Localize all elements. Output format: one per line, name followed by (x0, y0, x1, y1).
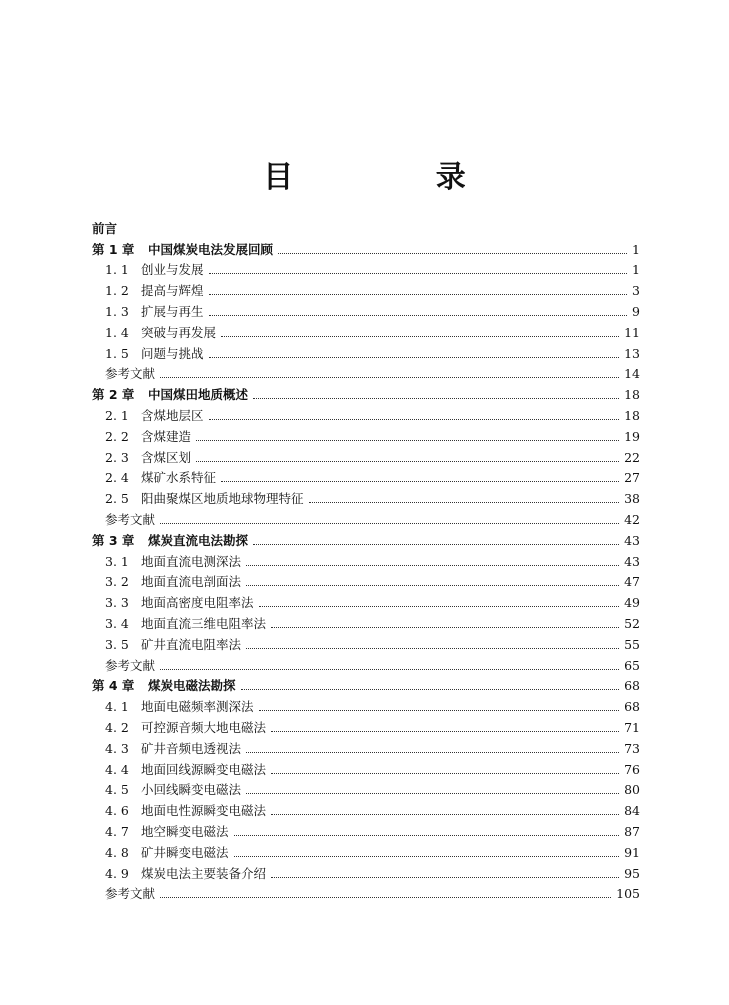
toc-page-number: 47 (624, 574, 640, 590)
toc-section-row[interactable] (92, 590, 640, 611)
toc-section-row[interactable] (92, 299, 640, 320)
toc-entry-number: 第 1 章 (92, 241, 135, 257)
toc-entry-number: 1. 1 (105, 262, 129, 278)
table-of-contents (92, 216, 640, 902)
toc-chapter-row[interactable] (92, 674, 640, 695)
toc-entry-heading (105, 720, 266, 736)
toc-entry-number: 2. 5 (105, 491, 129, 507)
toc-entry-heading (105, 762, 266, 778)
toc-page-number: 71 (624, 719, 640, 735)
dot-leader (246, 565, 619, 566)
toc-entry-number: 2. 1 (105, 407, 129, 423)
dot-leader (271, 877, 619, 878)
toc-section-row[interactable] (92, 819, 640, 840)
toc-entry-title: 矿井瞬变电磁法 (141, 844, 229, 860)
toc-entry-title: 创业与发展 (141, 262, 204, 278)
dot-leader (271, 814, 619, 815)
toc-entry-title: 中国煤田地质概述 (148, 387, 249, 403)
toc-entry-number: 1. 2 (105, 283, 129, 299)
toc-entry-title: 含煤地层区 (141, 407, 204, 423)
toc-entry-number: 4. 8 (105, 844, 129, 860)
toc-entry-number: 4. 2 (105, 719, 129, 735)
toc-entry-title: 可控源音频大地电磁法 (141, 719, 267, 735)
toc-entry-number: 3. 5 (105, 636, 129, 652)
toc-entry-title: 矿井音频电透视法 (141, 740, 242, 756)
toc-page-number: 49 (624, 595, 640, 611)
toc-entry-number: 1. 4 (105, 324, 129, 340)
toc-entry-heading (105, 595, 254, 611)
toc-entry-number: 4. 4 (105, 761, 129, 777)
toc-page-number: 68 (624, 678, 640, 694)
toc-page-number: 65 (624, 657, 640, 673)
toc-entry-heading (92, 533, 248, 549)
toc-page-number: 68 (624, 699, 640, 715)
toc-entry-title: 矿井直流电阻率法 (141, 636, 242, 652)
toc-entry-number: 3. 4 (105, 615, 129, 631)
toc-section-row[interactable] (92, 757, 640, 778)
dot-leader (271, 731, 619, 732)
toc-entry-heading (105, 845, 229, 861)
toc-section-row[interactable] (92, 694, 640, 715)
toc-chapter-row[interactable] (92, 382, 640, 403)
toc-entry-number: 3. 1 (105, 553, 129, 569)
toc-section-row[interactable] (92, 320, 640, 341)
toc-entry-title: 煤炭直流电法勘探 (148, 532, 249, 548)
toc-entry-number: 4. 7 (105, 823, 129, 839)
toc-entry-title: 提高与辉煌 (141, 283, 204, 299)
toc-section-row[interactable] (92, 840, 640, 861)
toc-ref-row[interactable] (92, 507, 640, 528)
dot-leader (259, 606, 620, 607)
toc-entry-number: 2. 3 (105, 449, 129, 465)
toc-page-number: 14 (624, 366, 640, 382)
toc-entry-number: 1. 3 (105, 303, 129, 319)
toc-entry-title: 中国煤炭电法发展回顾 (148, 241, 274, 257)
toc-entries (92, 237, 640, 903)
toc-section-row[interactable] (92, 445, 640, 466)
dot-leader (246, 793, 619, 794)
toc-entry-heading (105, 741, 241, 757)
toc-entry-number: 2. 4 (105, 470, 129, 486)
toc-entry-title: 含煤区划 (141, 449, 192, 465)
toc-entry-title: 地面电性源瞬变电磁法 (141, 803, 267, 819)
toc-entry-heading (92, 678, 236, 694)
toc-entry-title: 地面高密度电阻率法 (141, 595, 254, 611)
toc-section-row[interactable] (92, 861, 640, 882)
toc-preface-title: 前言 (92, 220, 118, 236)
toc-entry-heading (105, 283, 204, 299)
toc-entry-title: 扩展与再生 (141, 303, 204, 319)
toc-entry-title: 地面直流三维电阻率法 (141, 615, 267, 631)
toc-entry-title: 地面直流电剖面法 (141, 574, 242, 590)
toc-entry-heading (105, 699, 254, 715)
page-title: 目 录 (263, 160, 532, 195)
dot-leader (196, 461, 619, 462)
dot-leader (259, 710, 620, 711)
toc-entry-title: 煤炭电磁法勘探 (148, 678, 236, 694)
toc-entry-heading (105, 866, 266, 882)
toc-page-number: 19 (624, 428, 640, 444)
dot-leader (234, 835, 620, 836)
toc-entry-heading (105, 803, 266, 819)
dot-leader (246, 752, 619, 753)
toc-entry-title: 参考文献 (105, 657, 156, 673)
dot-leader (209, 294, 628, 295)
toc-entry-heading (105, 637, 241, 653)
toc-entry-heading (105, 886, 155, 902)
toc-entry-number: 4. 3 (105, 740, 129, 756)
dot-leader (246, 585, 619, 586)
toc-section-row[interactable] (92, 466, 640, 487)
toc-entry-number: 第 3 章 (92, 532, 135, 548)
toc-page-number: 38 (624, 491, 640, 507)
toc-ref-row[interactable] (92, 362, 640, 383)
toc-page-number: 80 (624, 782, 640, 798)
dot-leader (221, 481, 619, 482)
toc-entry-heading (105, 574, 241, 590)
toc-section-row[interactable] (92, 403, 640, 424)
toc-entry-heading (105, 450, 191, 466)
toc-page-number: 3 (632, 283, 640, 299)
dot-leader (160, 669, 619, 670)
toc-entry-number: 4. 5 (105, 782, 129, 798)
toc-entry-title: 参考文献 (105, 366, 156, 382)
toc-entry-title: 煤炭电法主要装备介绍 (141, 865, 267, 881)
dot-leader (209, 273, 628, 274)
toc-chapter-row[interactable] (92, 528, 640, 549)
dot-leader (160, 897, 611, 898)
toc-chapter-row[interactable] (92, 237, 640, 258)
toc-entry-heading (105, 512, 155, 528)
toc-entry-heading (105, 262, 204, 278)
dot-leader (160, 523, 619, 524)
toc-page-number: 105 (616, 886, 640, 902)
toc-entry-number: 3. 3 (105, 595, 129, 611)
toc-entry-heading (105, 346, 204, 362)
toc-page-number: 27 (624, 470, 640, 486)
toc-page-number: 1 (632, 241, 640, 257)
toc-page-number: 11 (624, 324, 640, 340)
dot-leader (241, 689, 620, 690)
toc-ref-row[interactable] (92, 653, 640, 674)
dot-leader (209, 315, 628, 316)
toc-entry-title: 参考文献 (105, 886, 156, 902)
toc-entry-number: 1. 5 (105, 345, 129, 361)
toc-entry-heading (105, 782, 241, 798)
toc-page-number: 22 (624, 449, 640, 465)
toc-section-row[interactable] (92, 486, 640, 507)
toc-preface[interactable] (92, 216, 640, 237)
toc-entry-title: 阳曲聚煤区地质地球物理特征 (141, 491, 304, 507)
toc-section-row[interactable] (92, 715, 640, 736)
toc-entry-title: 参考文献 (105, 511, 156, 527)
toc-page-number: 42 (624, 511, 640, 527)
toc-page-number: 76 (624, 761, 640, 777)
toc-entry-number: 4. 9 (105, 865, 129, 881)
toc-entry-title: 地面电磁频率测深法 (141, 699, 254, 715)
toc-section-row[interactable] (92, 549, 640, 570)
toc-section-row[interactable] (92, 258, 640, 279)
toc-entry-title: 突破与再发展 (141, 324, 217, 340)
toc-page-number: 1 (632, 262, 640, 278)
toc-section-row[interactable] (92, 341, 640, 362)
toc-page-number: 84 (624, 803, 640, 819)
dot-leader (253, 544, 619, 545)
toc-page-number: 9 (632, 303, 640, 319)
toc-entry-number: 2. 2 (105, 428, 129, 444)
toc-entry-heading (105, 325, 216, 341)
toc-section-row[interactable] (92, 736, 640, 757)
dot-leader (234, 856, 620, 857)
dot-leader (278, 253, 627, 254)
toc-entry-number: 4. 6 (105, 803, 129, 819)
dot-leader (196, 440, 619, 441)
toc-entry-title: 小回线瞬变电磁法 (141, 782, 242, 798)
toc-entry-number: 3. 2 (105, 574, 129, 590)
toc-section-row[interactable] (92, 570, 640, 591)
toc-page-number: 87 (624, 823, 640, 839)
toc-entry-heading (105, 470, 216, 486)
toc-section-row[interactable] (92, 611, 640, 632)
toc-page-number: 43 (624, 553, 640, 569)
toc-page-number: 13 (624, 345, 640, 361)
toc-page-number: 52 (624, 615, 640, 631)
toc-page-number: 18 (624, 407, 640, 423)
dot-leader (271, 773, 619, 774)
toc-entry-heading (105, 429, 191, 445)
toc-section-row[interactable] (92, 424, 640, 445)
toc-page-number: 95 (624, 865, 640, 881)
toc-entry-title: 地空瞬变电磁法 (141, 823, 229, 839)
toc-page-number: 73 (624, 740, 640, 756)
toc-entry-title: 地面回线源瞬变电磁法 (141, 761, 267, 777)
toc-entry-title: 问题与挑战 (141, 345, 204, 361)
toc-entry-heading (105, 366, 155, 382)
dot-leader (209, 419, 620, 420)
toc-entry-heading (105, 554, 241, 570)
toc-entry-number: 4. 1 (105, 699, 129, 715)
toc-entry-title: 煤矿水系特征 (141, 470, 217, 486)
toc-entry-heading (92, 242, 273, 258)
toc-entry-heading (105, 304, 204, 320)
dot-leader (209, 357, 620, 358)
dot-leader (253, 398, 619, 399)
toc-page-number: 91 (624, 844, 640, 860)
toc-section-row[interactable] (92, 632, 640, 653)
toc-entry-heading (92, 387, 248, 403)
toc-section-row[interactable] (92, 278, 640, 299)
dot-leader (271, 627, 619, 628)
toc-entry-heading (105, 658, 155, 674)
toc-page-number: 18 (624, 387, 640, 403)
toc-section-row[interactable] (92, 778, 640, 799)
toc-section-row[interactable] (92, 798, 640, 819)
dot-leader (246, 648, 619, 649)
toc-entry-heading (105, 616, 266, 632)
toc-ref-row[interactable] (92, 882, 640, 903)
dot-leader (309, 502, 620, 503)
toc-entry-title: 地面直流电测深法 (141, 553, 242, 569)
toc-entry-number: 第 2 章 (92, 387, 135, 403)
toc-entry-heading (105, 408, 204, 424)
dot-leader (160, 377, 619, 378)
dot-leader (221, 336, 619, 337)
toc-entry-heading (105, 824, 229, 840)
toc-page-number: 43 (624, 532, 640, 548)
toc-entry-number: 第 4 章 (92, 678, 135, 694)
toc-entry-heading (105, 491, 304, 507)
toc-entry-title: 含煤建造 (141, 428, 192, 444)
toc-page-number: 55 (624, 636, 640, 652)
